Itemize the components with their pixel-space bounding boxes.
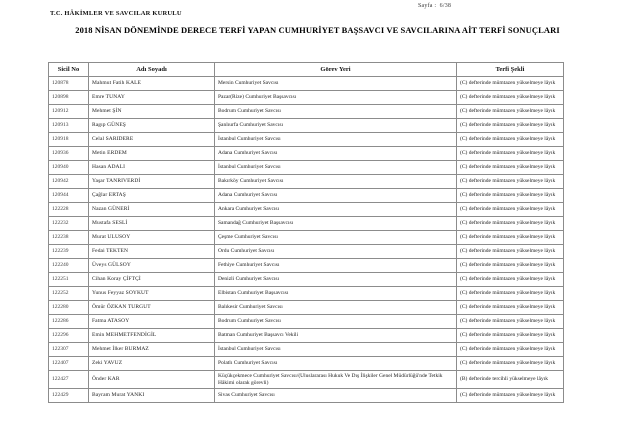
table-row <box>49 147 564 161</box>
cell-gorev-yeri: Balıkesir Cumhuriyet Savcısı <box>215 301 457 315</box>
cell-sicil-no: 122239 <box>49 245 89 259</box>
table-row <box>49 133 564 147</box>
cell-terfi-sekli: (C) defterinde mümtazen yükselmeye lâyık <box>457 147 564 161</box>
cell-terfi-sekli: (C) defterinde mümtazen yükselmeye lâyık <box>457 329 564 343</box>
cell-gorev-yeri: Mersin Cumhuriyet Savcısı <box>215 77 457 91</box>
cell-adi-soyadi: Çağlar ERTAŞ <box>89 189 215 203</box>
cell-gorev-yeri: Ankara Cumhuriyet Savcısı <box>215 203 457 217</box>
cell-sicil-no: 120913 <box>49 119 89 133</box>
table-row <box>49 217 564 231</box>
cell-adi-soyadi: Murat ULUSOY <box>89 231 215 245</box>
cell-adi-soyadi: Ragıp GÜNEŞ <box>89 119 215 133</box>
table-row <box>49 273 564 287</box>
cell-terfi-sekli: (C) defterinde mümtazen yükselmeye lâyık <box>457 343 564 357</box>
cell-adi-soyadi: Emin MEHMETFENDİGİL <box>89 329 215 343</box>
table-row <box>49 315 564 329</box>
cell-terfi-sekli: (C) defterinde mümtazen yükselmeye lâyık <box>457 231 564 245</box>
cell-gorev-yeri: İstanbul Cumhuriyet Savcısı <box>215 133 457 147</box>
table-row <box>49 259 564 273</box>
cell-sicil-no: 120878 <box>49 77 89 91</box>
cell-sicil-no: 120944 <box>49 189 89 203</box>
cell-terfi-sekli: (C) defterinde mümtazen yükselmeye lâyık <box>457 315 564 329</box>
cell-gorev-yeri: Bakırköy Cumhuriyet Savcısı <box>215 175 457 189</box>
results-table <box>48 62 564 403</box>
table-body <box>49 77 564 403</box>
cell-sicil-no: 122427 <box>49 371 89 389</box>
cell-terfi-sekli: (C) defterinde mümtazen yükselmeye lâyık <box>457 91 564 105</box>
table-row <box>49 231 564 245</box>
cell-gorev-yeri: Şanlıurfa Cumhuriyet Savcısı <box>215 119 457 133</box>
cell-sicil-no: 122232 <box>49 217 89 231</box>
cell-adi-soyadi: Mahmut Fatih KALE <box>89 77 215 91</box>
cell-adi-soyadi: Fatma ATASOY <box>89 315 215 329</box>
table-row <box>49 161 564 175</box>
header-gorev-yeri: Görev Yeri <box>215 63 457 77</box>
cell-adi-soyadi: Cihan Koray ÇİFTÇİ <box>89 273 215 287</box>
cell-sicil-no: 120940 <box>49 161 89 175</box>
table-row <box>49 189 564 203</box>
cell-gorev-yeri: Çeşme Cumhuriyet Savcısı <box>215 231 457 245</box>
cell-terfi-sekli: (C) defterinde mümtazen yükselmeye lâyık <box>457 133 564 147</box>
header-adi-soyadi: Adı Soyadı <box>89 63 215 77</box>
cell-terfi-sekli: (C) defterinde mümtazen yükselmeye lâyık <box>457 203 564 217</box>
table-row <box>49 175 564 189</box>
cell-adi-soyadi: Üveys GÜLSOY <box>89 259 215 273</box>
page-number-value: 6/38 <box>439 3 452 9</box>
cell-sicil-no: 122240 <box>49 259 89 273</box>
cell-gorev-yeri: Pazar(Rize) Cumhuriyet Başsavcısı <box>215 91 457 105</box>
cell-sicil-no: 122286 <box>49 315 89 329</box>
cell-terfi-sekli: (C) defterinde mümtazen yükselmeye lâyık <box>457 161 564 175</box>
cell-sicil-no: 120918 <box>49 133 89 147</box>
cell-adi-soyadi: Yaşar TANRIVERDİ <box>89 175 215 189</box>
cell-terfi-sekli: (C) defterinde mümtazen yükselmeye lâyık <box>457 119 564 133</box>
cell-sicil-no: 122307 <box>49 343 89 357</box>
cell-terfi-sekli: (B) defterinde tercihli yükselmeye lâyık <box>457 371 564 389</box>
cell-adi-soyadi: Yunus Feyyaz SOYKUT <box>89 287 215 301</box>
cell-gorev-yeri: Ordu Cumhuriyet Savcısı <box>215 245 457 259</box>
cell-gorev-yeri: Küçükçekmece Cumhuriyet Savcısı/(Uluslararası Hukuk Ve Dış İlişkiler Genel Müdürlüğü'nde Tetkik Hâkimi olarak görevli) <box>215 371 457 389</box>
cell-sicil-no: 122407 <box>49 357 89 371</box>
cell-gorev-yeri: Fethiye Cumhuriyet Savcısı <box>215 259 457 273</box>
cell-gorev-yeri: Adana Cumhuriyet Savcısı <box>215 147 457 161</box>
cell-terfi-sekli: (C) defterinde mümtazen yükselmeye lâyık <box>457 259 564 273</box>
cell-sicil-no: 122296 <box>49 329 89 343</box>
cell-gorev-yeri: İstanbul Cumhuriyet Savcısı <box>215 343 457 357</box>
table-header <box>49 63 564 77</box>
table-row <box>49 301 564 315</box>
cell-adi-soyadi: Mehmet İlker BURMAZ <box>89 343 215 357</box>
cell-adi-soyadi: Ömür ÖZKAN TURGUT <box>89 301 215 315</box>
cell-adi-soyadi: Önder KAR <box>89 371 215 389</box>
cell-sicil-no: 122429 <box>49 389 89 403</box>
cell-adi-soyadi: Nazan GÜNERİ <box>89 203 215 217</box>
cell-adi-soyadi: Emre TUNAY <box>89 91 215 105</box>
header-row <box>49 63 564 77</box>
cell-terfi-sekli: (C) defterinde mümtazen yükselmeye lâyık <box>457 105 564 119</box>
table-row <box>49 371 564 389</box>
page-number <box>418 3 451 9</box>
table-row <box>49 329 564 343</box>
cell-sicil-no: 122280 <box>49 301 89 315</box>
cell-sicil-no: 122252 <box>49 287 89 301</box>
cell-terfi-sekli: (C) defterinde mümtazen yükselmeye lâyık <box>457 287 564 301</box>
cell-sicil-no: 122251 <box>49 273 89 287</box>
table-row <box>49 203 564 217</box>
page-title: 2018 NİSAN DÖNEMİNDE DERECE TERFİ YAPAN CUMHURİYET BAŞSAVCI VE SAVCILARINA AİT TERFİ SONUÇLARI <box>75 25 560 35</box>
table-row <box>49 357 564 371</box>
table-row <box>49 91 564 105</box>
cell-sicil-no: 120936 <box>49 147 89 161</box>
cell-adi-soyadi: Zeki YAVUZ <box>89 357 215 371</box>
cell-sicil-no: 122228 <box>49 203 89 217</box>
cell-adi-soyadi: Bayram Murat YANKI <box>89 389 215 403</box>
cell-gorev-yeri: Batman Cumhuriyet Başsavcı Vekili <box>215 329 457 343</box>
cell-terfi-sekli: (C) defterinde mümtazen yükselmeye lâyık <box>457 273 564 287</box>
table-row <box>49 287 564 301</box>
cell-gorev-yeri: İstanbul Cumhuriyet Savcısı <box>215 161 457 175</box>
cell-gorev-yeri: Denizli Cumhuriyet Savcısı <box>215 273 457 287</box>
cell-terfi-sekli: (C) defterinde mümtazen yükselmeye lâyık <box>457 245 564 259</box>
page-number-label: Sayfa : <box>418 3 437 9</box>
table-row <box>49 119 564 133</box>
table-row <box>49 105 564 119</box>
cell-gorev-yeri: Bodrum Cumhuriyet Savcısı <box>215 315 457 329</box>
cell-gorev-yeri: Elbistan Cumhuriyet Başsavcısı <box>215 287 457 301</box>
table-row <box>49 389 564 403</box>
cell-sicil-no: 120898 <box>49 91 89 105</box>
header-terfi-sekli: Terfi Şekli <box>457 63 564 77</box>
cell-gorev-yeri: Bodrum Cumhuriyet Savcısı <box>215 105 457 119</box>
cell-terfi-sekli: (C) defterinde mümtazen yükselmeye lâyık <box>457 189 564 203</box>
cell-gorev-yeri: Samandağ Cumhuriyet Başsavcısı <box>215 217 457 231</box>
cell-sicil-no: 120912 <box>49 105 89 119</box>
table-row <box>49 77 564 91</box>
cell-gorev-yeri: Polatlı Cumhuriyet Savcısı <box>215 357 457 371</box>
cell-adi-soyadi: Celal SARIDERE <box>89 133 215 147</box>
cell-adi-soyadi: Fedai TEKTEN <box>89 245 215 259</box>
cell-terfi-sekli: (C) defterinde mümtazen yükselmeye lâyık <box>457 175 564 189</box>
cell-terfi-sekli: (C) defterinde mümtazen yükselmeye lâyık <box>457 217 564 231</box>
cell-gorev-yeri: Adana Cumhuriyet Savcısı <box>215 189 457 203</box>
org-name: T.C. HÂKİMLER VE SAVCILAR KURULU <box>50 10 182 17</box>
cell-adi-soyadi: Metin ERDEM <box>89 147 215 161</box>
cell-sicil-no: 122238 <box>49 231 89 245</box>
cell-gorev-yeri: Sivas Cumhuriyet Savcısı <box>215 389 457 403</box>
header-sicil-no: Sicil No <box>49 63 89 77</box>
cell-sicil-no: 120942 <box>49 175 89 189</box>
cell-adi-soyadi: Mehmet ŞİN <box>89 105 215 119</box>
cell-terfi-sekli: (C) defterinde mümtazen yükselmeye lâyık <box>457 389 564 403</box>
cell-terfi-sekli: (C) defterinde mümtazen yükselmeye lâyık <box>457 357 564 371</box>
cell-terfi-sekli: (C) defterinde mümtazen yükselmeye lâyık <box>457 77 564 91</box>
cell-terfi-sekli: (C) defterinde mümtazen yükselmeye lâyık <box>457 301 564 315</box>
table-row <box>49 245 564 259</box>
table-row <box>49 343 564 357</box>
cell-adi-soyadi: Mustafa SESLİ <box>89 217 215 231</box>
cell-adi-soyadi: Hasan ADALI <box>89 161 215 175</box>
